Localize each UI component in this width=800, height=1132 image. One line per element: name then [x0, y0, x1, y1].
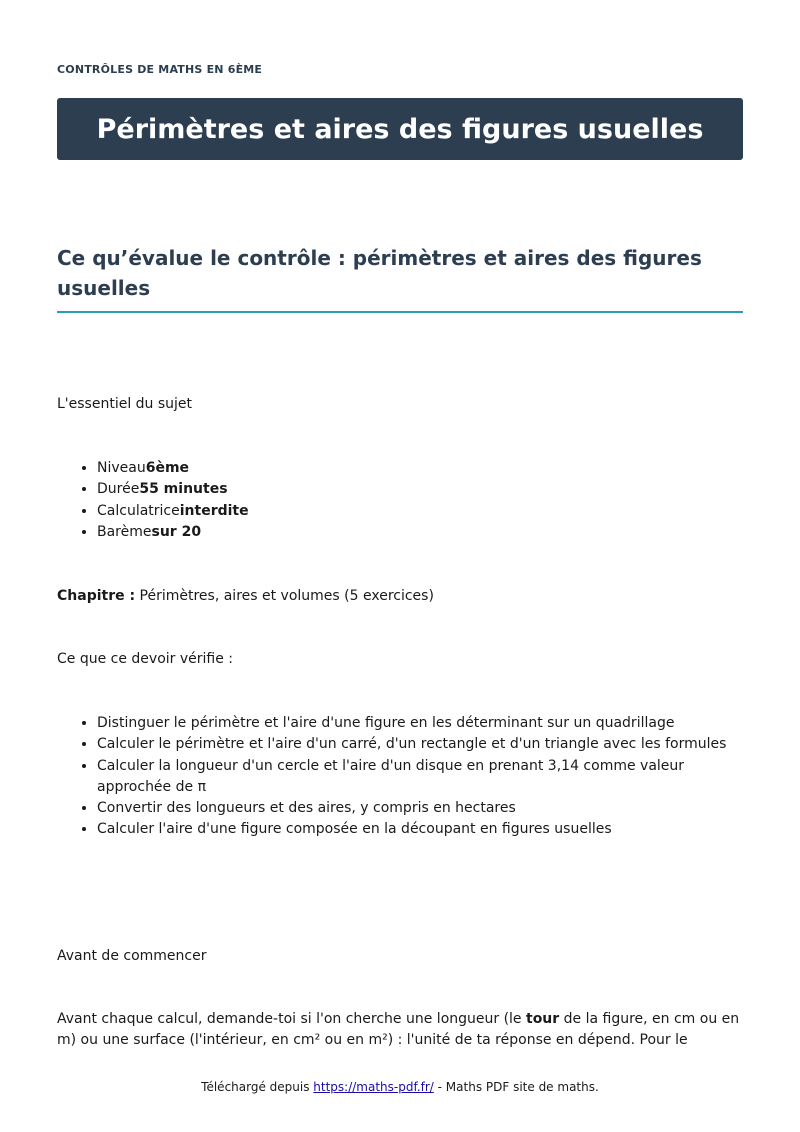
footer-link[interactable]: https://maths-pdf.fr/: [313, 1080, 434, 1094]
chapter-text: Périmètres, aires et volumes (5 exercices): [135, 588, 434, 604]
before-bold: tour: [526, 1011, 560, 1027]
list-item: [97, 479, 743, 500]
list-item: • Calculer le périmètre et l'aire d'un carré, d'un rectangle et d'un triangle avec les formules: [97, 734, 743, 755]
list-item: [97, 522, 743, 543]
checks-label: Ce que ce devoir vérifie :: [57, 651, 234, 667]
summary-item-value: 55 minutes: [139, 481, 228, 498]
summary-item-label: Niveau: [97, 460, 146, 476]
section-heading: Ce qu’évalue le contrôle : périmètres et aires des figures usuelles: [57, 243, 743, 313]
list-item: • Calculer la longueur d'un cercle et l'aire d'un disque en prenant 3,14 comme valeur approchée de π: [97, 756, 743, 799]
list-item: • Calculer l'aire d'une figure composée en la découpant en figures usuelles: [97, 819, 743, 840]
before-label: Avant de commencer: [57, 948, 207, 964]
list-item: [97, 501, 743, 522]
footer-prefix: Téléchargé depuis: [201, 1080, 314, 1094]
page-footer: [0, 1080, 800, 1094]
before-paragraph: [57, 1009, 743, 1051]
summary-item-label: Barème: [97, 523, 152, 540]
chapter-label: Chapitre :: [57, 588, 136, 604]
summary-item-value: interdite: [179, 502, 249, 519]
before-text-1: Avant chaque calcul, demande-toi si l'on cherche une longueur (le: [57, 1011, 526, 1027]
summary-list: [57, 458, 743, 543]
summary-item-label: Durée: [97, 481, 140, 498]
list-item: • Convertir des longueurs et des aires, y compris en hectares: [97, 798, 743, 819]
summary-item-value: 6ème: [145, 460, 190, 476]
before-text-2: de la figure, en cm ou en m) ou une surface (l'intérieur, en cm² ou en m²) : l'unité de ta réponse en dépend. Pour le: [57, 1011, 740, 1048]
footer-suffix: - Maths PDF site de maths.: [433, 1080, 599, 1094]
chapter-line: [57, 586, 434, 607]
page-title: Périmètres et aires des figures usuelles: [96, 113, 704, 145]
summary-item-value: sur 20: [151, 523, 202, 540]
title-banner: [57, 98, 743, 160]
summary-label: L'essentiel du sujet: [57, 396, 193, 412]
checks-list: [57, 713, 743, 841]
summary-item-label: Calculatrice: [97, 502, 180, 519]
list-item: • Distinguer le périmètre et l'aire d'une figure en les déterminant sur un quadrillage: [97, 713, 743, 734]
series-kicker: CONTRÔLES DE MATHS EN 6ÈME: [57, 63, 263, 76]
list-item: [97, 458, 743, 479]
